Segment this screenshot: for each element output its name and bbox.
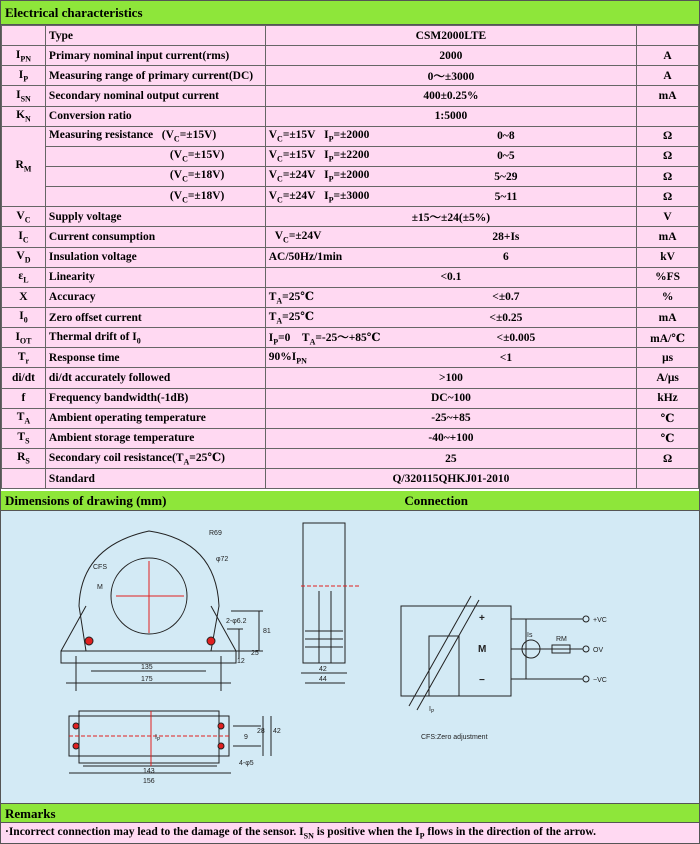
isn-unit: mA — [637, 86, 699, 106]
svg-text:Is: Is — [527, 632, 533, 639]
table-row — [2, 26, 699, 46]
terminal-minus — [583, 676, 589, 682]
vd-value: 6 — [503, 251, 509, 264]
mounting-hole — [73, 723, 79, 729]
i0-value: <±0.25 — [489, 311, 523, 324]
linearity-label: Linearity — [45, 267, 265, 287]
svg-text:IP: $I_P$ — [155, 734, 161, 743]
svg-text:143: 143 — [143, 768, 155, 775]
ip-value: 0～±3000 — [265, 66, 636, 86]
rm-value: 0~5 — [497, 150, 515, 163]
connection-sensor-box — [401, 606, 511, 696]
didt-label: di/dt accurately followed — [45, 368, 265, 388]
ip-label: Measuring range of primary current(DC) — [45, 66, 265, 86]
svg-text:28: 28 — [257, 728, 265, 735]
terminal-ov — [583, 646, 589, 652]
remark-text: ·Incorrect connection may lead to the damage of the sensor. $I_{SN}$ is positive when the $I_P$ flows in the direction of the arrow. — [1, 823, 699, 843]
ta-label: Ambient operating temperature — [45, 408, 265, 428]
response-label: Response time — [45, 348, 265, 368]
table-row: $V_C$ Supply voltage ±15～±24(±5%) V — [2, 207, 699, 227]
table-row: $R_S$ Secondary coil $resistance(T_A=25℃)$ 25 Ω — [2, 448, 699, 468]
svg-text:42: 42 — [319, 666, 327, 673]
rm-value: 0~8 — [497, 130, 515, 143]
electrical-title: Electrical characteristics — [5, 5, 143, 20]
isn-label: Secondary nominal output current — [45, 86, 265, 106]
bandwidth-label: Frequency bandwidth(-1dB) — [45, 388, 265, 408]
table-row: $(V_C=\pm 18V)$ $V_C=\pm 24V$ $I_P=\pm 2000$ 5~29 Ω — [2, 166, 699, 186]
mounting-hole — [218, 723, 224, 729]
vc-label: Supply voltage — [45, 207, 265, 227]
rs-label: Secondary coil resistance(T — [48, 452, 184, 465]
iot-value: <±0.005 — [496, 331, 536, 344]
rm-label: Measuring resistance — [48, 129, 154, 142]
rm-value: 5~29 — [494, 170, 518, 183]
terminal-plus — [583, 616, 589, 622]
mounting-hole — [73, 743, 79, 749]
linearity-value: <0.1 — [265, 267, 636, 287]
table-row: $K_N$ Conversion ratio 1:5000 — [2, 106, 699, 126]
svg-text:175: 175 — [141, 676, 153, 683]
ic-label: Current consumption — [45, 227, 265, 247]
electrical-header — [1, 1, 699, 25]
table-row: di/dt di/dt accurately followed >100 A/μs — [2, 368, 699, 388]
table-row: $T_S$ Ambient storage temperature -40~+100 ℃ — [2, 428, 699, 448]
svg-text:M: M — [478, 644, 487, 655]
svg-text:CFS: CFS — [93, 564, 107, 571]
svg-text:135: 135 — [141, 664, 153, 671]
svg-text:M: M — [97, 584, 103, 591]
svg-text:2-φ6.2: 2-φ6.2 — [226, 618, 247, 625]
svg-text:+: + — [479, 613, 485, 624]
table-row: $T_r$ Response time $90\%I_{PN}$ <1 μs — [2, 348, 699, 368]
svg-text:OV: OV — [593, 647, 604, 654]
table-row: $V_D$ Insulation voltage AC/50Hz/1min 6 kV — [2, 247, 699, 267]
table-row: $I_{PN}$ Primary nominal input current(rms) 2000 A — [2, 46, 699, 66]
mounting-hole — [85, 637, 93, 645]
ipn-label: Primary nominal input current(rms) — [45, 46, 265, 66]
ipn-value: 2000 — [265, 46, 636, 66]
standard-value: Q/320115QHKJ01-2010 — [265, 469, 636, 489]
bandwidth-value: DC~100 — [265, 388, 636, 408]
ts-value: -40~+100 — [265, 428, 636, 448]
svg-text:−VC: −VC — [593, 677, 607, 684]
rm-value: 5~11 — [494, 190, 518, 203]
table-row: $I_C$ Current consumption $V_C=\pm 24V$ 28+Is mA — [2, 227, 699, 247]
svg-text:42: 42 — [273, 728, 281, 735]
svg-text:φ72: φ72 — [216, 556, 229, 563]
svg-text:−: − — [479, 675, 485, 686]
table-row: $(V_C=\pm 15V)$ $V_C=\pm 15V$ $I_P=\pm 2200$ 0~5 Ω — [2, 146, 699, 166]
svg-text:4-φ5: 4-φ5 — [239, 760, 254, 767]
vd-label: Insulation voltage — [45, 247, 265, 267]
response-value: <1 — [499, 351, 513, 364]
table-row — [2, 469, 699, 489]
table-row: $I_{SN}$ Secondary nominal output current 400±0.25% mA — [2, 86, 699, 106]
type-label: Type — [45, 26, 265, 46]
dimension-drawing — [1, 511, 699, 804]
vc-value: ±15～±24(±5%) — [265, 207, 636, 227]
table-row: $T_A$ Ambient operating temperature -25~+85 ℃ — [2, 408, 699, 428]
svg-text:12: 12 — [237, 658, 245, 665]
table-row: $\varepsilon_L$ Linearity <0.1 %FS — [2, 267, 699, 287]
rs-value: 25 — [265, 448, 636, 468]
type-value: CSM2000LTE — [265, 26, 636, 46]
svg-text:44: 44 — [319, 676, 327, 683]
table-row: $R_M$ Measuring resistance $(V_C=\pm 15V)$ $V_C=\pm 15V$ $I_P=\pm 2000$ 0~8 Ω — [2, 126, 699, 146]
svg-text:R69: R69 — [209, 530, 222, 537]
svg-text:9: 9 — [244, 734, 248, 741]
ipn-unit: A — [637, 46, 699, 66]
kn-label: Conversion ratio — [45, 106, 265, 126]
connection-title: Connection — [404, 493, 468, 508]
table-row: $I_0$ Zero offset current $T_A=25℃$ <±0.25 mA — [2, 307, 699, 327]
ic-value: 28+Is — [492, 230, 520, 243]
table-row: $I_{OT}$ Thermal drift of $I_0$ $I_P=0$ $T_A=-25\sim+85℃$ <±0.005 mA/℃ — [2, 328, 699, 348]
svg-text:25: 25 — [251, 650, 259, 657]
drawing-area — [1, 511, 699, 804]
kn-value: 1:5000 — [265, 106, 636, 126]
spec-table — [1, 25, 699, 489]
table-row: X Accuracy $T_A=25℃$ <±0.7 % — [2, 287, 699, 307]
mounting-hole — [207, 637, 215, 645]
svg-text:RM: RM — [556, 636, 567, 643]
svg-text:IP: $I_P$ — [429, 706, 435, 715]
isn-value: 400±0.25% — [265, 86, 636, 106]
remarks-title: Remarks — [5, 806, 56, 821]
remarks-header — [1, 804, 699, 823]
svg-text:156: 156 — [143, 778, 155, 785]
table-row: $(V_C=\pm 18V)$ $V_C=\pm 24V$ $I_P=\pm 3000$ 5~11 Ω — [2, 187, 699, 207]
didt-value: >100 — [265, 368, 636, 388]
dimensions-header — [1, 491, 699, 511]
ts-label: Ambient storage temperature — [45, 428, 265, 448]
sensor-side-view — [303, 523, 345, 663]
dimensions-title: Dimensions of drawing (mm) — [5, 493, 167, 508]
ta-value: -25~+85 — [265, 408, 636, 428]
ip-unit: A — [637, 66, 699, 86]
svg-text:CFS:Zero adjustment: CFS:Zero adjustment — [421, 734, 488, 741]
table-row: f Frequency bandwidth(-1dB) DC~100 kHz — [2, 388, 699, 408]
svg-text:81: 81 — [263, 628, 271, 635]
accuracy-label: Accuracy — [45, 287, 265, 307]
i0-label: Zero offset current — [45, 307, 265, 327]
accuracy-value: <±0.7 — [492, 291, 520, 304]
table-row: $I_P$ Measuring range of primary current(DC) 0～±3000 A — [2, 66, 699, 86]
standard-label: Standard — [45, 469, 265, 489]
iot-label: Thermal drift of I — [48, 330, 137, 343]
mounting-hole — [218, 743, 224, 749]
svg-text:+VC: +VC — [593, 617, 607, 624]
